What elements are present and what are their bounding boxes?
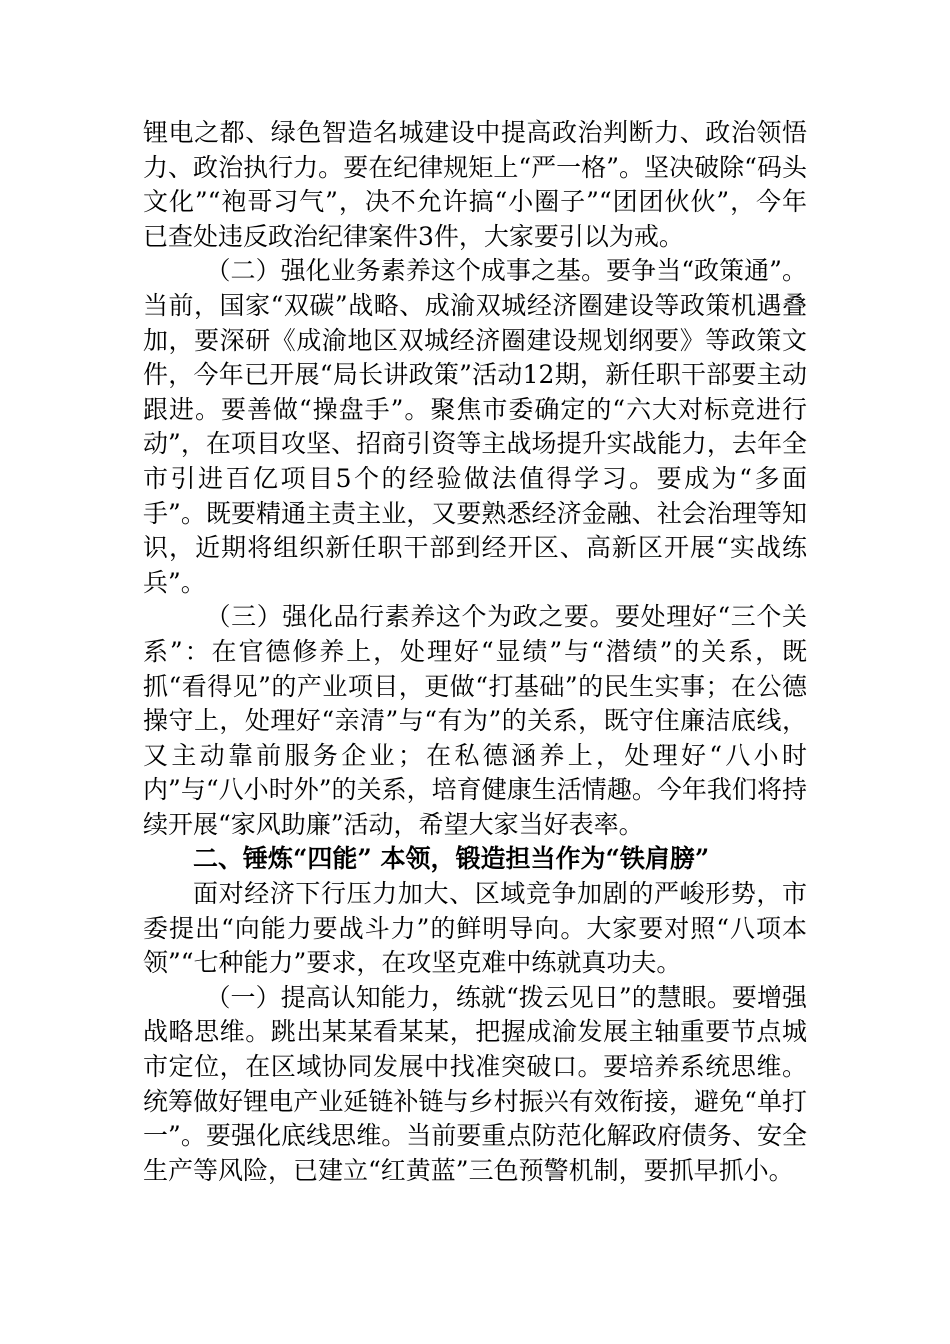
document-body — [143, 116, 807, 1188]
paragraph-continuation: 锂电之都、绿色智造名城建设中提高政治判断力、政治领悟力、政治执行力。要在纪律规矩上“严一格”。坚决破除“码头文化”“袍哥习气”，决不允许搞“小圈子”“团团伙伙”，今年已查处违反政治纪律案件3件，大家要引以为戒。 — [143, 118, 807, 251]
paragraph-section-two: （二）强化业务素养这个成事之基。要争当“政策通”。当前，国家“双碳”战略、成渝双城经济圈建设等政策机遇叠加，要深研《成渝地区双城经济圈建设规划纲要》等政策文件，今年已开展“局长讲政策”活动12期，新任职干部要主动跟进。要善做“操盘手”。聚焦市委确定的“六大对标竞进行动”，在项目攻坚、招商引资等主战场提升实战能力，去年全市引进百亿项目5个的经验做法值得学习。要成为“多面手”。既要精通主责主业，又要熟悉经济金融、社会治理等知识，近期将组织新任职干部到经开区、高新区开展“实战练兵”。 — [143, 256, 807, 597]
paragraph-intro: 面对经济下行压力加大、区域竞争加剧的严峻形势，市委提出“向能力要战斗力”的鲜明导向。大家要对照“八项本领”“七种能力”要求，在攻坚克难中练就真功夫。 — [143, 879, 807, 978]
heading-part-two: 二、锤炼“四能” 本领，锻造担当作为“铁肩膀” — [193, 844, 710, 874]
paragraph-section-three: （三）强化品行素养这个为政之要。要处理好“三个关系”：在官德修养上，处理好“显绩”与“潜绩”的关系，既抓“看得见”的产业项目，更做“打基础”的民生实事；在公德操守上，处理好“亲清”与“有为”的关系，既守住廉洁底线，又主动靠前服务企业；在私德涵养上，处理好“八小时内”与“八小时外”的关系，培育健康生活情趣。今年我们将持续开展“家风助廉”活动，希望大家当好表率。 — [143, 602, 807, 839]
paragraph-section-one: （一）提高认知能力，练就“拨云见日”的慧眼。要增强战略思维。跳出某某看某某，把握成渝发展主轴重要节点城市定位，在区域协同发展中找准突破口。要培养系统思维。统筹做好锂电产业延链补链与乡村振兴有效衔接，避免“单打一”。要强化底线思维。当前要重点防范化解政府债务、安全生产等风险，已建立“红黄蓝”三色预警机制，要抓早抓小。 — [143, 982, 807, 1185]
